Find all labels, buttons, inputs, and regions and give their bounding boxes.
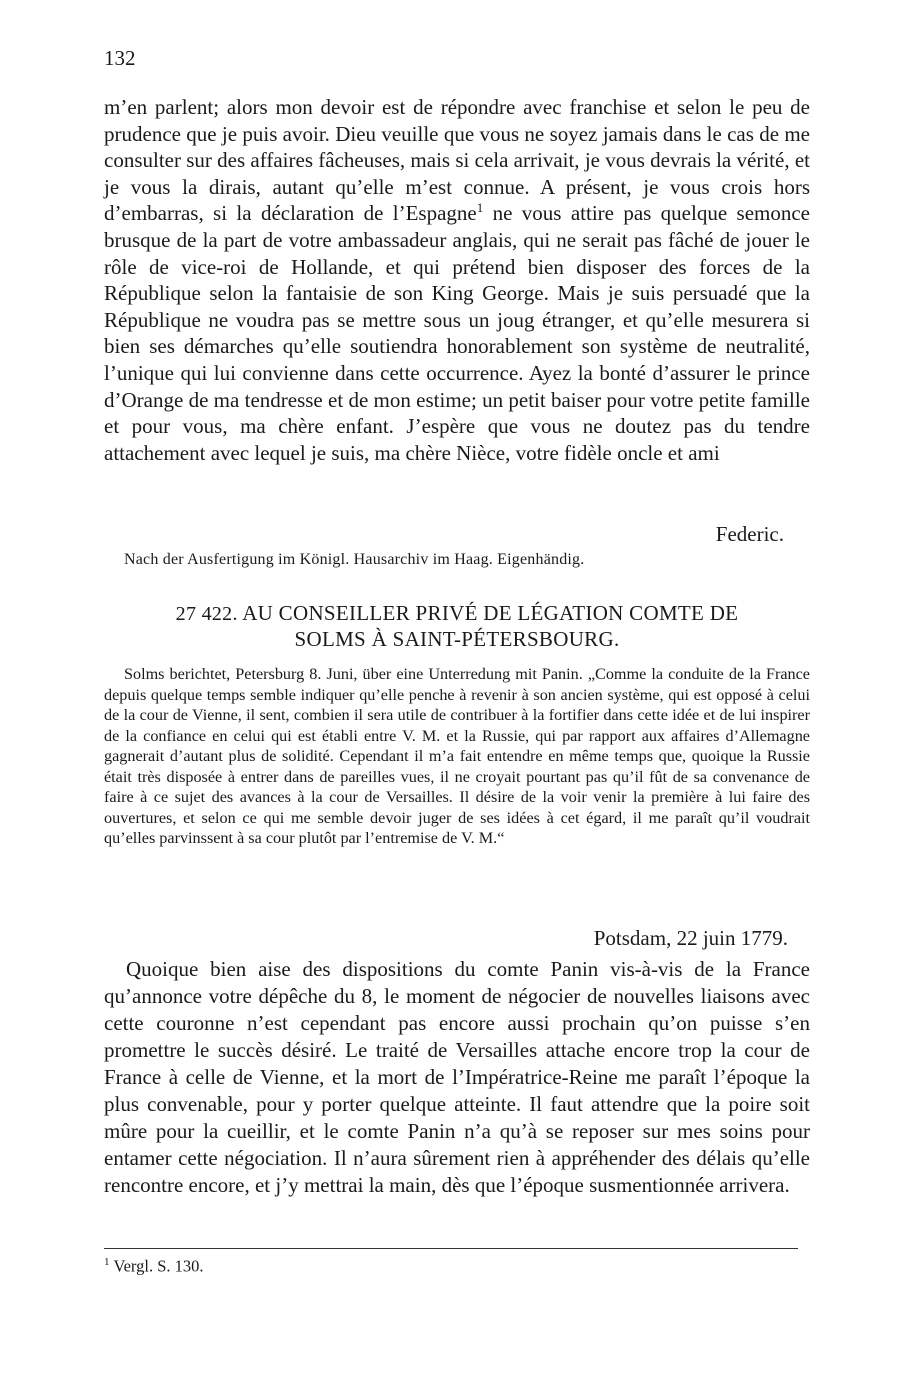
- footnote-divider: [104, 1248, 798, 1249]
- previous-letter-paragraph: [104, 94, 810, 466]
- footnote-text: Vergl. S. 130.: [113, 1256, 204, 1276]
- footnote: [104, 1256, 204, 1277]
- footnote-marker: 1: [104, 1256, 110, 1268]
- summary-quote: „Comme la conduite de la France depuis quelque temps semble indiquer qu’elle penche à revenir à son ancien système, qui est opposé à celui de la cour de Vienne, il sent, combien il sera utile de contribuer à la fortifier dans cette idée et de lui inspirer de la confiance en celui qui est établi entre V. M. et la Russie, qui par rapport aux affaires d’Allemagne gagnerait d’autant plus de solidité. Cependant il m’a fait entendre en même temps que, quoique la Russie était très disposée à entrer dans de pareilles vues, il ne croyait pourtant pas qu’il fût de sa convenance de faire à ce sujet des avances à la cour de Versailles. Il désire de la voir venir la première à lui faire des ouvertures, et selon ce qui me semble devoir juger de ses idées à cet égard, il me paraît qu’il voudrait qu’elles parvinssent à sa cour plutôt par l’entremise de V. M.“: [104, 665, 810, 847]
- letter-heading: [104, 601, 810, 652]
- previous-letter-text-end: ne vous attire pas quelque semonce brusque de la part de votre ambassadeur anglais, qui ne serait pas fâché de jouer le rôle de vice-roi de Hollande, et qui prétend bien disposer des forces de la République selon la fantaisie de son King George. Mais je suis persuadé que la République ne voudra pas se mettre sous un joug étranger, et qu’elle mesurera si bien ses démarches qu’elle soutiendra honorablement son système de neutralité, l’unique qui lui convienne dans cette occurrence. Ayez la bonté d’assurer le prince d’Orange de ma tendresse et de mon estime; un petit baiser pour votre petite famille et pour vous, ma chère enfant. J’espère que vous ne doutez pas du tendre attachement avec lequel je suis, ma chère Nièce, votre fidèle oncle et ami: [104, 201, 810, 465]
- summary-paragraph: [104, 664, 810, 849]
- source-note: Nach der Ausfertigung im Königl. Hausarchiv im Haag. Eigenhändig.: [124, 551, 585, 568]
- letter-body: [104, 956, 810, 1199]
- summary-intro: Solms berichtet, Petersburg 8. Juni, über eine Unterredung mit Panin.: [124, 665, 588, 683]
- letter-heading-line1: [104, 601, 810, 627]
- signature: Federic.: [715, 522, 784, 546]
- previous-letter-text-start: m’en parlent; alors mon devoir est de répondre avec franchise et selon le peu de prudence que je puis avoir. Dieu veuille que vous ne soyez jamais dans le cas de me consulter sur des affaires fâcheuses, mais si cela arrivait, je vous devrais la vérité, et je vous la dirais, autant qu’elle m’est connue. A présent, je vous crois hors d’embarras, si la déclaration de l’Espagne: [104, 95, 810, 226]
- letter-number: 27 422.: [175, 603, 238, 625]
- letter-title-line2: SOLMS À SAINT-PÉTERSBOURG.: [294, 627, 620, 651]
- page-number: 132: [104, 46, 136, 70]
- letter-title-line1: AU CONSEILLER PRIVÉ DE LÉGATION COMTE DE: [242, 601, 739, 625]
- letter-body-paragraph: Quoique bien aise des dispositions du comte Panin vis-à-vis de la France qu’annonce votre dépêche du 8, le moment de négocier de nouvelles liaisons avec cette couronne n’est cependant pas encore aussi prochain qu’on puisse s’en promettre le succès désiré. Le traité de Versailles attache encore trop la cour de France à celle de Vienne, et la mort de l’Impératrice-Reine me paraît l’époque la plus convenable, pour y porter quelque atteinte. Il faut attendre que la poire soit mûre pour la cueillir, et le comte Panin n’a qu’à se reposer sur mes soins pour entamer cette négociation. Il n’aura sûrement rien à appréhender des délais qu’elle rencontre encore, et j’y mettrai la main, dès que l’époque susmentionnée arrivera.: [104, 957, 810, 1197]
- previous-letter-text: [104, 94, 810, 466]
- footnote-reference: 1: [476, 200, 484, 216]
- letter-summary: [104, 664, 810, 849]
- dateline: Potsdam, 22 juin 1779.: [593, 926, 788, 950]
